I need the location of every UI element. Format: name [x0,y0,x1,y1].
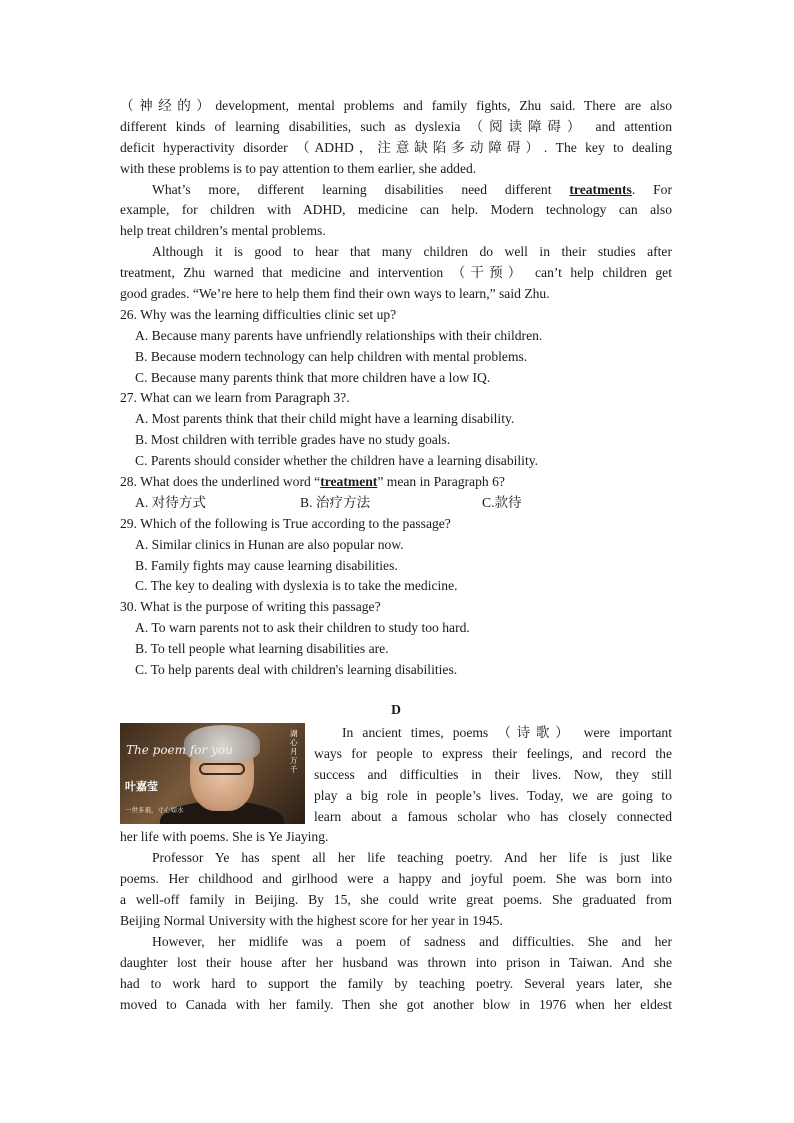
text-line: help treat children’s mental problems. [120,223,326,239]
text-line: play a big role in people’s lives. Today, we are going to [314,787,672,803]
question-30 [120,597,672,681]
option-a: A. Similar clinics in Hunan are also popular now. [135,536,404,552]
text-span: ” mean in Paragraph 6? [377,474,505,490]
text-line: had to work hard to support the family by teaching poetry. Several years later, she [120,975,672,991]
question-stem [120,472,672,493]
question-29 [120,514,672,598]
option-b: B. Because modern technology can help children with mental problems. [135,348,528,364]
options-row [120,493,672,514]
option-a: A. Because many parents have unfriendly relationships with their children. [135,327,543,343]
text-span: . For [631,181,673,197]
underlined-word-treatments: treatments [569,181,632,197]
question-27 [120,388,672,472]
option-c: C.款待 [482,494,522,510]
section-d-body [120,723,672,1015]
photo-name-caption: 叶嘉莹 [125,780,158,793]
text-line: daughter lost their house after her husband was thrown into prison in Taiwan. And she [120,954,672,970]
exam-page [120,96,673,1012]
question-stem: 29. Which of the following is True according to the passage? [120,515,451,531]
option-c: C. Parents should consider whether the children have a learning disability. [135,453,539,469]
text-span: 28. What does the underlined word “ [120,474,321,490]
text-line: treatment, Zhu warned that medicine and intervention （干预） can’t help children get [120,265,672,281]
text-line: Professor Ye has spent all her life teaching poetry. And her life is just like [152,850,672,866]
text-line: However, her midlife was a poem of sadness and difficulties. She and her [152,933,672,949]
underlined-word-treatment: treatment [320,474,378,490]
text-span: What’s more, different learning disabilities need different [152,181,570,197]
ye-jiaying-photo [120,723,305,824]
question-26 [120,305,672,389]
question-stem: 30. What is the purpose of writing this passage? [120,599,381,615]
photo-script-text: The poem for you [126,743,233,757]
questions-block [120,305,672,681]
text-line: her life with poems. She is Ye Jiaying. [120,829,329,845]
option-a: A. 对待方式 [135,494,206,510]
option-b: B. 治疗方法 [300,494,371,510]
section-d-heading: D [391,702,401,717]
option-c: C. Because many parents think that more children have a low IQ. [135,369,491,385]
text-line: In ancient times, poems （诗歌） were important [342,725,672,740]
option-a: A. To warn parents not to ask their children to study too hard. [135,620,470,636]
option-c: C. To help parents deal with children's learning disabilities. [135,662,458,678]
text-line: good grades. “We’re here to help them find their own ways to learn,” said Zhu. [120,286,550,302]
text-line: success and difficulties in their lives. Now, they still [314,766,672,782]
text-line: moved to Canada with her family. Then she got another blow in 1976 when her eldest [120,996,672,1012]
passage-c-continuation [120,96,672,305]
text-line: a well-off family in Beijing. By 15, she could write great poems. She graduated from [120,892,672,908]
photo-subtitle: 一世多艰，寸心如水 [125,806,184,814]
text-line: ways for people to express their feelings, and record the [314,745,672,761]
text-line: deficit hyperactivity disorder （ADHD，注意缺陷多动障碍）. The key to dealing [120,139,672,155]
text-line: different kinds of learning disabilities, such as dyslexia （阅读障碍） and attention [120,118,672,134]
text-line: Beijing Normal University with the highest score for her year in 1945. [120,913,503,929]
text-line: Although it is good to hear that many children do well in their studies after [152,244,672,260]
option-a: A. Most parents think that their child might have a learning disability. [135,411,515,427]
option-b: B. Most children with terrible grades have no study goals. [135,432,451,448]
question-stem: 27. What can we learn from Paragraph 3?. [120,390,350,406]
question-28 [120,472,672,514]
option-c: C. The key to dealing with dyslexia is to take the medicine. [135,578,458,594]
photo-vertical-text: 湖心月万千 [290,729,298,774]
text-line: （神经的）development, mental problems and family fights, Zhu said. There are also [120,98,672,113]
question-stem: 26. Why was the learning difficulties clinic set up? [120,306,397,322]
text-line: learn about a famous scholar who has closely connected [314,808,672,824]
text-line: example, for children with ADHD, medicine can help. Modern technology can also [120,202,672,218]
option-b: B. Family fights may cause learning disabilities. [135,557,398,573]
option-b: B. To tell people what learning disabilities are. [135,641,389,657]
text-line: with these problems is to pay attention to them earlier, she added. [120,160,477,176]
paragraph-5-first-line [120,180,672,201]
text-line: poems. Her childhood and girlhood were a happy and joyful poem. She was born into [120,871,672,887]
photo-glasses [199,763,245,775]
